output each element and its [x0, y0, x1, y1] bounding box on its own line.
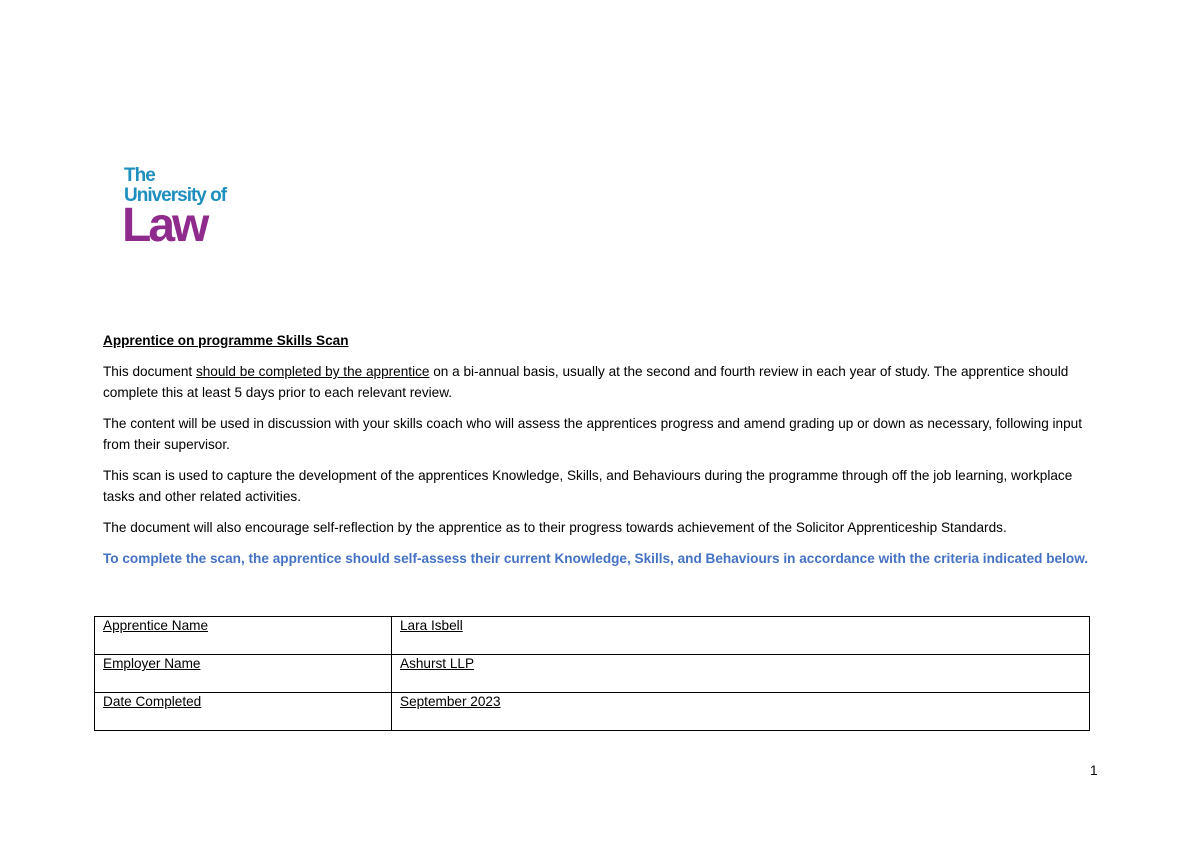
intro-text-start: This document — [103, 364, 196, 379]
table-cell-value — [392, 655, 1090, 693]
date-completed-value: September 2023 — [400, 694, 501, 709]
table-cell-value — [392, 617, 1090, 655]
logo-line-law: Law — [122, 199, 207, 252]
page-number: 1 — [1090, 763, 1098, 778]
discussion-paragraph: The content will be used in discussion with your skills coach who will assess the apprentices progress and amend grading up or down as necessary, following input from their supervisor. — [103, 416, 1083, 452]
intro-paragraph — [103, 361, 1103, 403]
table-cell-label — [95, 655, 392, 693]
date-completed-label: Date Completed — [103, 694, 202, 709]
table-row — [95, 655, 1090, 693]
instruction-callout: To complete the scan, the apprentice should self-assess their current Knowledge, Skills, and Behaviours in accordance with the criteria indicated below. — [103, 551, 1089, 566]
table-cell-value — [392, 693, 1090, 731]
logo-line-the: The — [124, 165, 155, 186]
apprentice-name-value: Lara Isbell — [400, 618, 463, 633]
university-of-law-logo — [124, 166, 244, 256]
employer-name-label: Employer Name — [103, 656, 201, 671]
purpose-paragraph: This scan is used to capture the development of the apprentices Knowledge, Skills, and Behaviours during the programme through off the job learning, workplace tasks and other related activities. — [103, 468, 1073, 504]
intro-text-end: on a bi-annual basis, usually at the second and fourth review in each year of study. The apprentice should complete this at least 5 days prior to each relevant review. — [103, 364, 1069, 400]
apprentice-details-table — [94, 616, 1090, 731]
document-body — [103, 330, 1103, 569]
apprentice-name-label: Apprentice Name — [103, 618, 209, 633]
table-cell-label — [95, 693, 392, 731]
table-row — [95, 617, 1090, 655]
logo-line-university-of: University of — [124, 185, 227, 206]
table-row — [95, 693, 1090, 731]
employer-name-value: Ashurst LLP — [400, 656, 475, 671]
document-title: Apprentice on programme Skills Scan — [103, 333, 349, 348]
table-cell-label — [95, 617, 392, 655]
self-reflection-paragraph: The document will also encourage self-reflection by the apprentice as to their progress towards achievement of the Solicitor Apprenticeship Standards. — [103, 520, 1007, 535]
intro-underlined-text: should be completed by the apprentice — [195, 364, 430, 379]
